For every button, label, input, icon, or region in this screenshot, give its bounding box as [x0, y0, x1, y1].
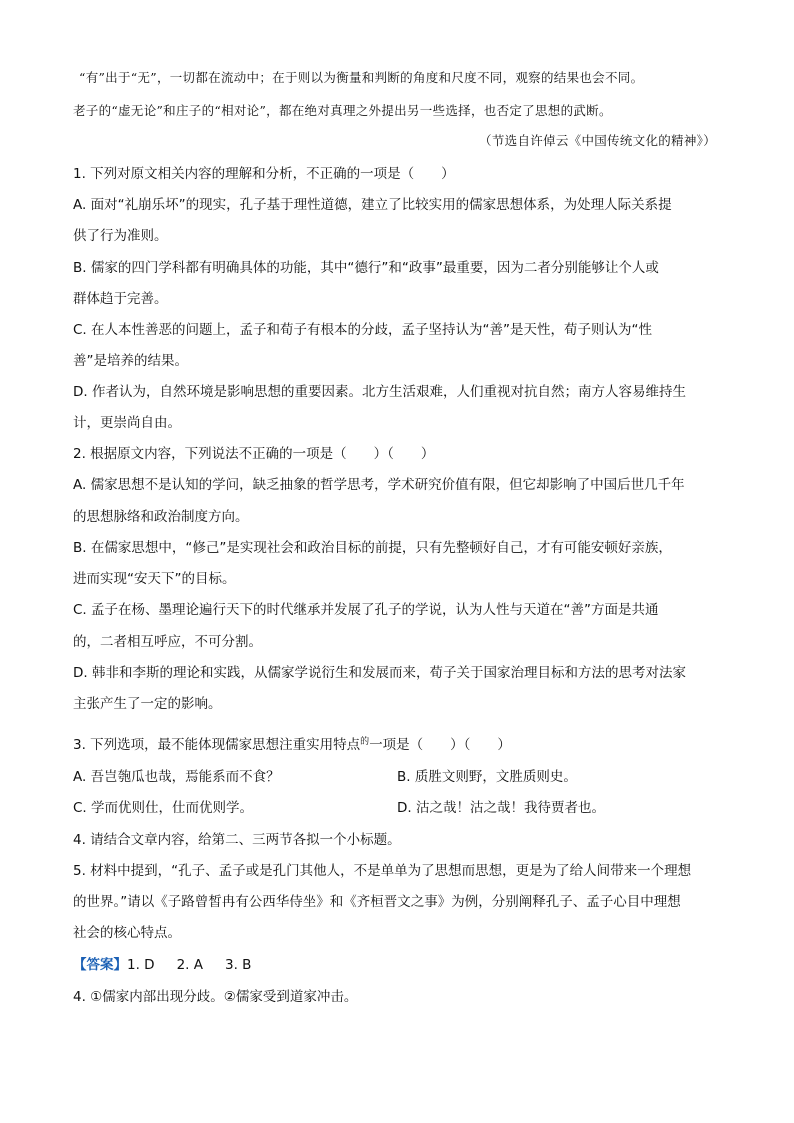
q2-option-b-line1: B. 在儒家思想中，“修己”是实现社会和政治目标的前提，只有先整顿好自己，才有可能安顿好亲族，: [73, 540, 672, 556]
q2-option-a-line2: 的思想脉络和政治制度方向。: [73, 509, 249, 525]
q3-stem: [73, 733, 511, 753]
q5-line-2: 的世界。”请以《子路曾皙冉有公西华侍坐》和《齐桓晋文之事》为例，分别阐释孔子、孟子心目中理想: [73, 894, 681, 910]
q1-option-d-line1: D. 作者认为，自然环境是影响思想的重要因素。北方生活艰难，人们重视对抗自然；南方人容易维持生: [73, 384, 686, 400]
q3-option-c: C. 学而优则仕，仕而优则学。: [73, 800, 254, 816]
answer-3: 3. B: [225, 957, 252, 973]
q3-option-a: A. 吾岂匏瓜也哉，焉能系而不食？: [73, 769, 280, 785]
q1-option-a-line2: 供了行为准则。: [73, 228, 168, 244]
q1-option-c-line2: 善”是培养的结果。: [73, 353, 188, 369]
q2-option-c-line1: C. 孟子在杨、墨理论遍行天下的时代继承并发展了孔子的学说，认为人性与天道在“善”方面是共通: [73, 602, 659, 618]
q1-option-b-line1: B. 儒家的四门学科都有明确具体的功能，其中“德行”和“政事”最重要，因为二者分别能够让个人或: [73, 260, 659, 276]
passage-source: （节选自许倬云《中国传统文化的精神》）: [479, 133, 716, 148]
passage-line-1: “有”出于“无”，一切都在流动中；在于则以为衡量和判断的角度和尺度不同，观察的结果也会不同。: [79, 70, 644, 85]
q1-option-d-line2: 计，更崇尚自由。: [73, 415, 181, 431]
q3-stem-part2: 一项是（ ）（ ）: [369, 737, 511, 753]
answer-tag: 【答案】: [73, 957, 127, 973]
q5-line-1: 5. 材料中提到，“孔子、孟子或是孔门其他人，不是单单为了思想而思想，更是为了给人间带来一个理想: [73, 863, 692, 879]
q1-stem: 1. 下列对原文相关内容的理解和分析，不正确的一项是（ ）: [73, 166, 455, 182]
q2-option-a-line1: A. 儒家思想不是认知的学问，缺乏抽象的哲学思考，学术研究价值有限，但它却影响了中国后世几千年: [73, 477, 685, 493]
q5-line-3: 社会的核心特点。: [73, 925, 181, 941]
answer-row: [73, 953, 251, 973]
answer-4: 4. ①儒家内部出现分歧。②儒家受到道家冲击。: [73, 989, 358, 1005]
passage-line-2: 老子的“虚无论”和庄子的“相对论”，都在绝对真理之外提出另一些选择，也否定了思想的武断。: [73, 103, 612, 118]
q2-option-c-line2: 的，二者相互呼应，不可分割。: [73, 634, 262, 650]
q2-stem: 2. 根据原文内容，下列说法不正确的一项是（ ）（ ）: [73, 446, 435, 462]
q2-option-d-line1: D. 韩非和李斯的理论和实践，从儒家学说衍生和发展而来，荀子关于国家治理目标和方法的思考对法家: [73, 665, 686, 681]
q1-option-b-line2: 群体趋于完善。: [73, 291, 168, 307]
q1-option-c-line1: C. 在人本性善恶的问题上，孟子和荀子有根本的分歧，孟子坚持认为“善”是天性，荀子则认为“性: [73, 322, 652, 338]
q2-option-b-line2: 进而实现“安天下”的目标。: [73, 571, 236, 587]
q3-option-b: B. 质胜文则野，文胜质则史。: [397, 769, 577, 785]
answer-2: 2. A: [176, 957, 203, 973]
q1-option-a-line1: A. 面对“礼崩乐坏”的现实，孔子基于理性道德，建立了比较实用的儒家思想体系，为处理人际关系提: [73, 197, 672, 213]
q3-stem-part1: 3. 下列选项，最不能体现儒家思想注重实用特点: [73, 737, 361, 753]
q3-option-d: D. 沽之哉！沽之哉！我待贾者也。: [397, 800, 605, 816]
answer-1: 1. D: [127, 957, 155, 973]
q3-stem-superscript: 的: [360, 737, 370, 747]
q4-stem: 4. 请结合文章内容，给第二、三两节各拟一个小标题。: [73, 832, 401, 848]
q2-option-d-line2: 主张产生了一定的影响。: [73, 696, 222, 712]
